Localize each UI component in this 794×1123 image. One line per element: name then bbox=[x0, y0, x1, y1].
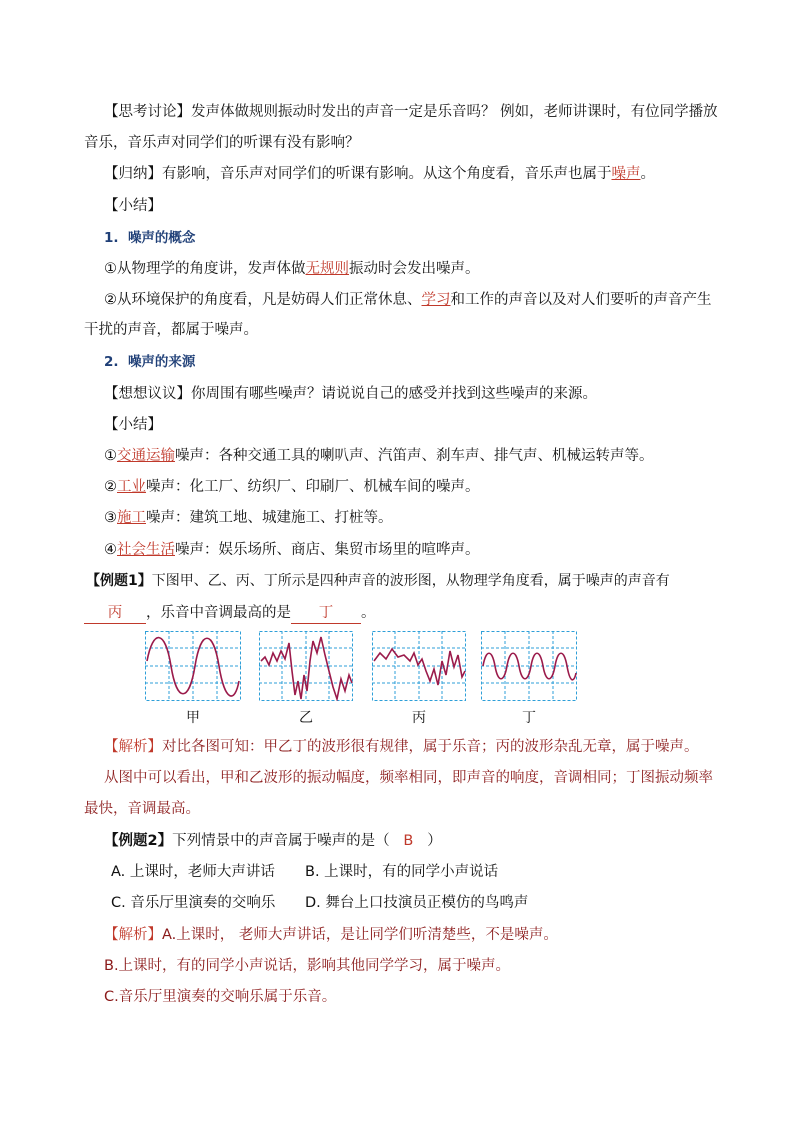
source-item-answer: 施工 bbox=[117, 510, 146, 526]
source-item bbox=[104, 540, 480, 560]
discussion-tag: 【思考讨论】 bbox=[104, 104, 191, 120]
example-1-analysis-2: 从图中可以看出，甲和乙波形的振动幅度，频率相同，即声音的响度，音调相同；丁图振动频率 bbox=[104, 770, 713, 786]
source-item-text: 噪声：化工厂、纺织厂、印刷厂、机械车间的噪声。 bbox=[146, 479, 480, 495]
option-c: C. 音乐厅里演奏的交响乐 bbox=[111, 895, 276, 911]
source-item bbox=[104, 508, 393, 528]
concept-item-2-cont: 干扰的声音，都属于噪声。 bbox=[84, 322, 258, 338]
example-1-question bbox=[86, 571, 670, 591]
source-item-num: ① bbox=[104, 448, 117, 464]
waveform-caption-yi: 乙 bbox=[299, 710, 313, 726]
example-1-answer-1: 丙 bbox=[84, 603, 146, 624]
source-item-num: ③ bbox=[104, 510, 117, 526]
source-item-answer: 工业 bbox=[117, 479, 146, 495]
concept-item-1-post: 振动时会发出噪声。 bbox=[349, 261, 480, 277]
section-heading-noise-source bbox=[104, 352, 195, 372]
induction-answer: 噪声 bbox=[611, 166, 641, 182]
waveform-caption-ding: 丁 bbox=[522, 710, 536, 726]
option-a: A. 上课时，老师大声讲话 bbox=[111, 864, 275, 880]
option-b: B. 上课时，有的同学小声说话 bbox=[305, 864, 499, 880]
section-title: 噪声的来源 bbox=[127, 354, 196, 370]
summary-label-2: 【小结】 bbox=[104, 417, 162, 433]
analysis-tag: 【解析】 bbox=[104, 927, 162, 943]
source-item bbox=[104, 477, 480, 497]
concept-item-1 bbox=[104, 259, 480, 279]
think-paragraph bbox=[104, 384, 597, 404]
think-tag: 【想想议议】 bbox=[104, 386, 191, 402]
analysis-text-a: A.上课时， 老师大声讲话，是让同学们听清楚些，不是噪声。 bbox=[162, 927, 558, 943]
example-2-analysis-c: C.音乐厅里演奏的交响乐属于乐音。 bbox=[104, 989, 337, 1005]
analysis-text: 对比各图可知：甲乙丁的波形很有规律，属于乐音；丙的波形杂乱无章，属于噪声。 bbox=[162, 739, 699, 755]
example-2-question bbox=[104, 831, 442, 851]
source-item-answer: 交通运输 bbox=[117, 448, 175, 464]
example-2-tag: 【例题2】 bbox=[104, 833, 173, 849]
example-2-answer: B bbox=[403, 833, 414, 849]
concept-item-2 bbox=[104, 290, 712, 310]
source-item-text: 噪声：娱乐场所、商店、集贸市场里的喧哗声。 bbox=[175, 542, 480, 558]
waveform-caption-jia: 甲 bbox=[186, 710, 200, 726]
think-text: 你周围有哪些噪声？请说说自己的感受并找到这些噪声的来源。 bbox=[191, 386, 597, 402]
discussion-paragraph bbox=[104, 102, 718, 122]
summary-label-1: 【小结】 bbox=[104, 198, 162, 214]
example-1-mid: ，乐音中音调最高的是 bbox=[146, 605, 291, 621]
waveform-bing bbox=[372, 631, 466, 701]
discussion-paragraph-cont: 音乐，音乐声对同学们的听课有没有影响？ bbox=[84, 135, 360, 151]
concept-item-1-answer: 无规则 bbox=[305, 261, 349, 277]
example-1-analysis bbox=[104, 737, 699, 757]
induction-end: 。 bbox=[640, 166, 655, 182]
section-title: 噪声的概念 bbox=[127, 230, 196, 246]
induction-text: 有影响，音乐声对同学们的听课有影响。从这个角度看，音乐声也属于 bbox=[162, 166, 612, 182]
waveform-caption-bing: 丙 bbox=[412, 710, 426, 726]
source-item-text: 噪声：各种交通工具的喇叭声、汽笛声、刹车声、排气声、机械运转声等。 bbox=[175, 448, 654, 464]
example-1-blanks bbox=[84, 603, 376, 624]
example-2-close: ） bbox=[427, 833, 442, 849]
example-1-analysis-3: 最快，音调最高。 bbox=[84, 801, 200, 817]
discussion-text: 发声体做规则振动时发出的声音一定是乐音吗？ 例如，老师讲课时，有位同学播放 bbox=[191, 104, 718, 120]
source-item-num: ② bbox=[104, 479, 117, 495]
example-2-analysis-b: B.上课时，有的同学小声说话，影响其他同学学习，属于噪声。 bbox=[104, 958, 511, 974]
concept-item-2-pre: ②从环境保护的角度看，凡是妨碍人们正常休息、 bbox=[104, 292, 422, 308]
concept-item-2-answer: 学习 bbox=[421, 292, 451, 308]
section-heading-noise-concept bbox=[104, 228, 195, 248]
induction-paragraph bbox=[104, 164, 655, 184]
example-1-text: 下图甲、乙、丙、丁所示是四种声音的波形图，从物理学角度看，属于噪声的声音有 bbox=[151, 573, 670, 589]
section-number: 1. bbox=[104, 230, 119, 246]
example-1-end: 。 bbox=[361, 605, 376, 621]
source-item-text: 噪声：建筑工地、城建施工、打桩等。 bbox=[146, 510, 393, 526]
waveform-jia bbox=[145, 631, 241, 701]
example-2-analysis bbox=[104, 925, 558, 945]
example-1-tag: 【例题1】 bbox=[86, 573, 152, 589]
waveform-ding bbox=[481, 631, 577, 701]
example-1-answer-2: 丁 bbox=[291, 603, 361, 624]
waveform-yi bbox=[259, 631, 353, 701]
source-item-answer: 社会生活 bbox=[117, 542, 175, 558]
example-2-text: 下列情景中的声音属于噪声的是（ bbox=[172, 833, 390, 849]
option-d: D. 舞台上口技演员正模仿的鸟鸣声 bbox=[305, 895, 529, 911]
concept-item-1-pre: ①从物理学的角度讲，发声体做 bbox=[104, 261, 306, 277]
analysis-tag: 【解析】 bbox=[104, 739, 162, 755]
source-item-num: ④ bbox=[104, 542, 117, 558]
induction-tag: 【归纳】 bbox=[104, 166, 162, 182]
concept-item-2-post: 和工作的声音以及对人们要听的声音产生 bbox=[450, 292, 712, 308]
section-number: 2. bbox=[104, 354, 119, 370]
source-item bbox=[104, 446, 654, 466]
